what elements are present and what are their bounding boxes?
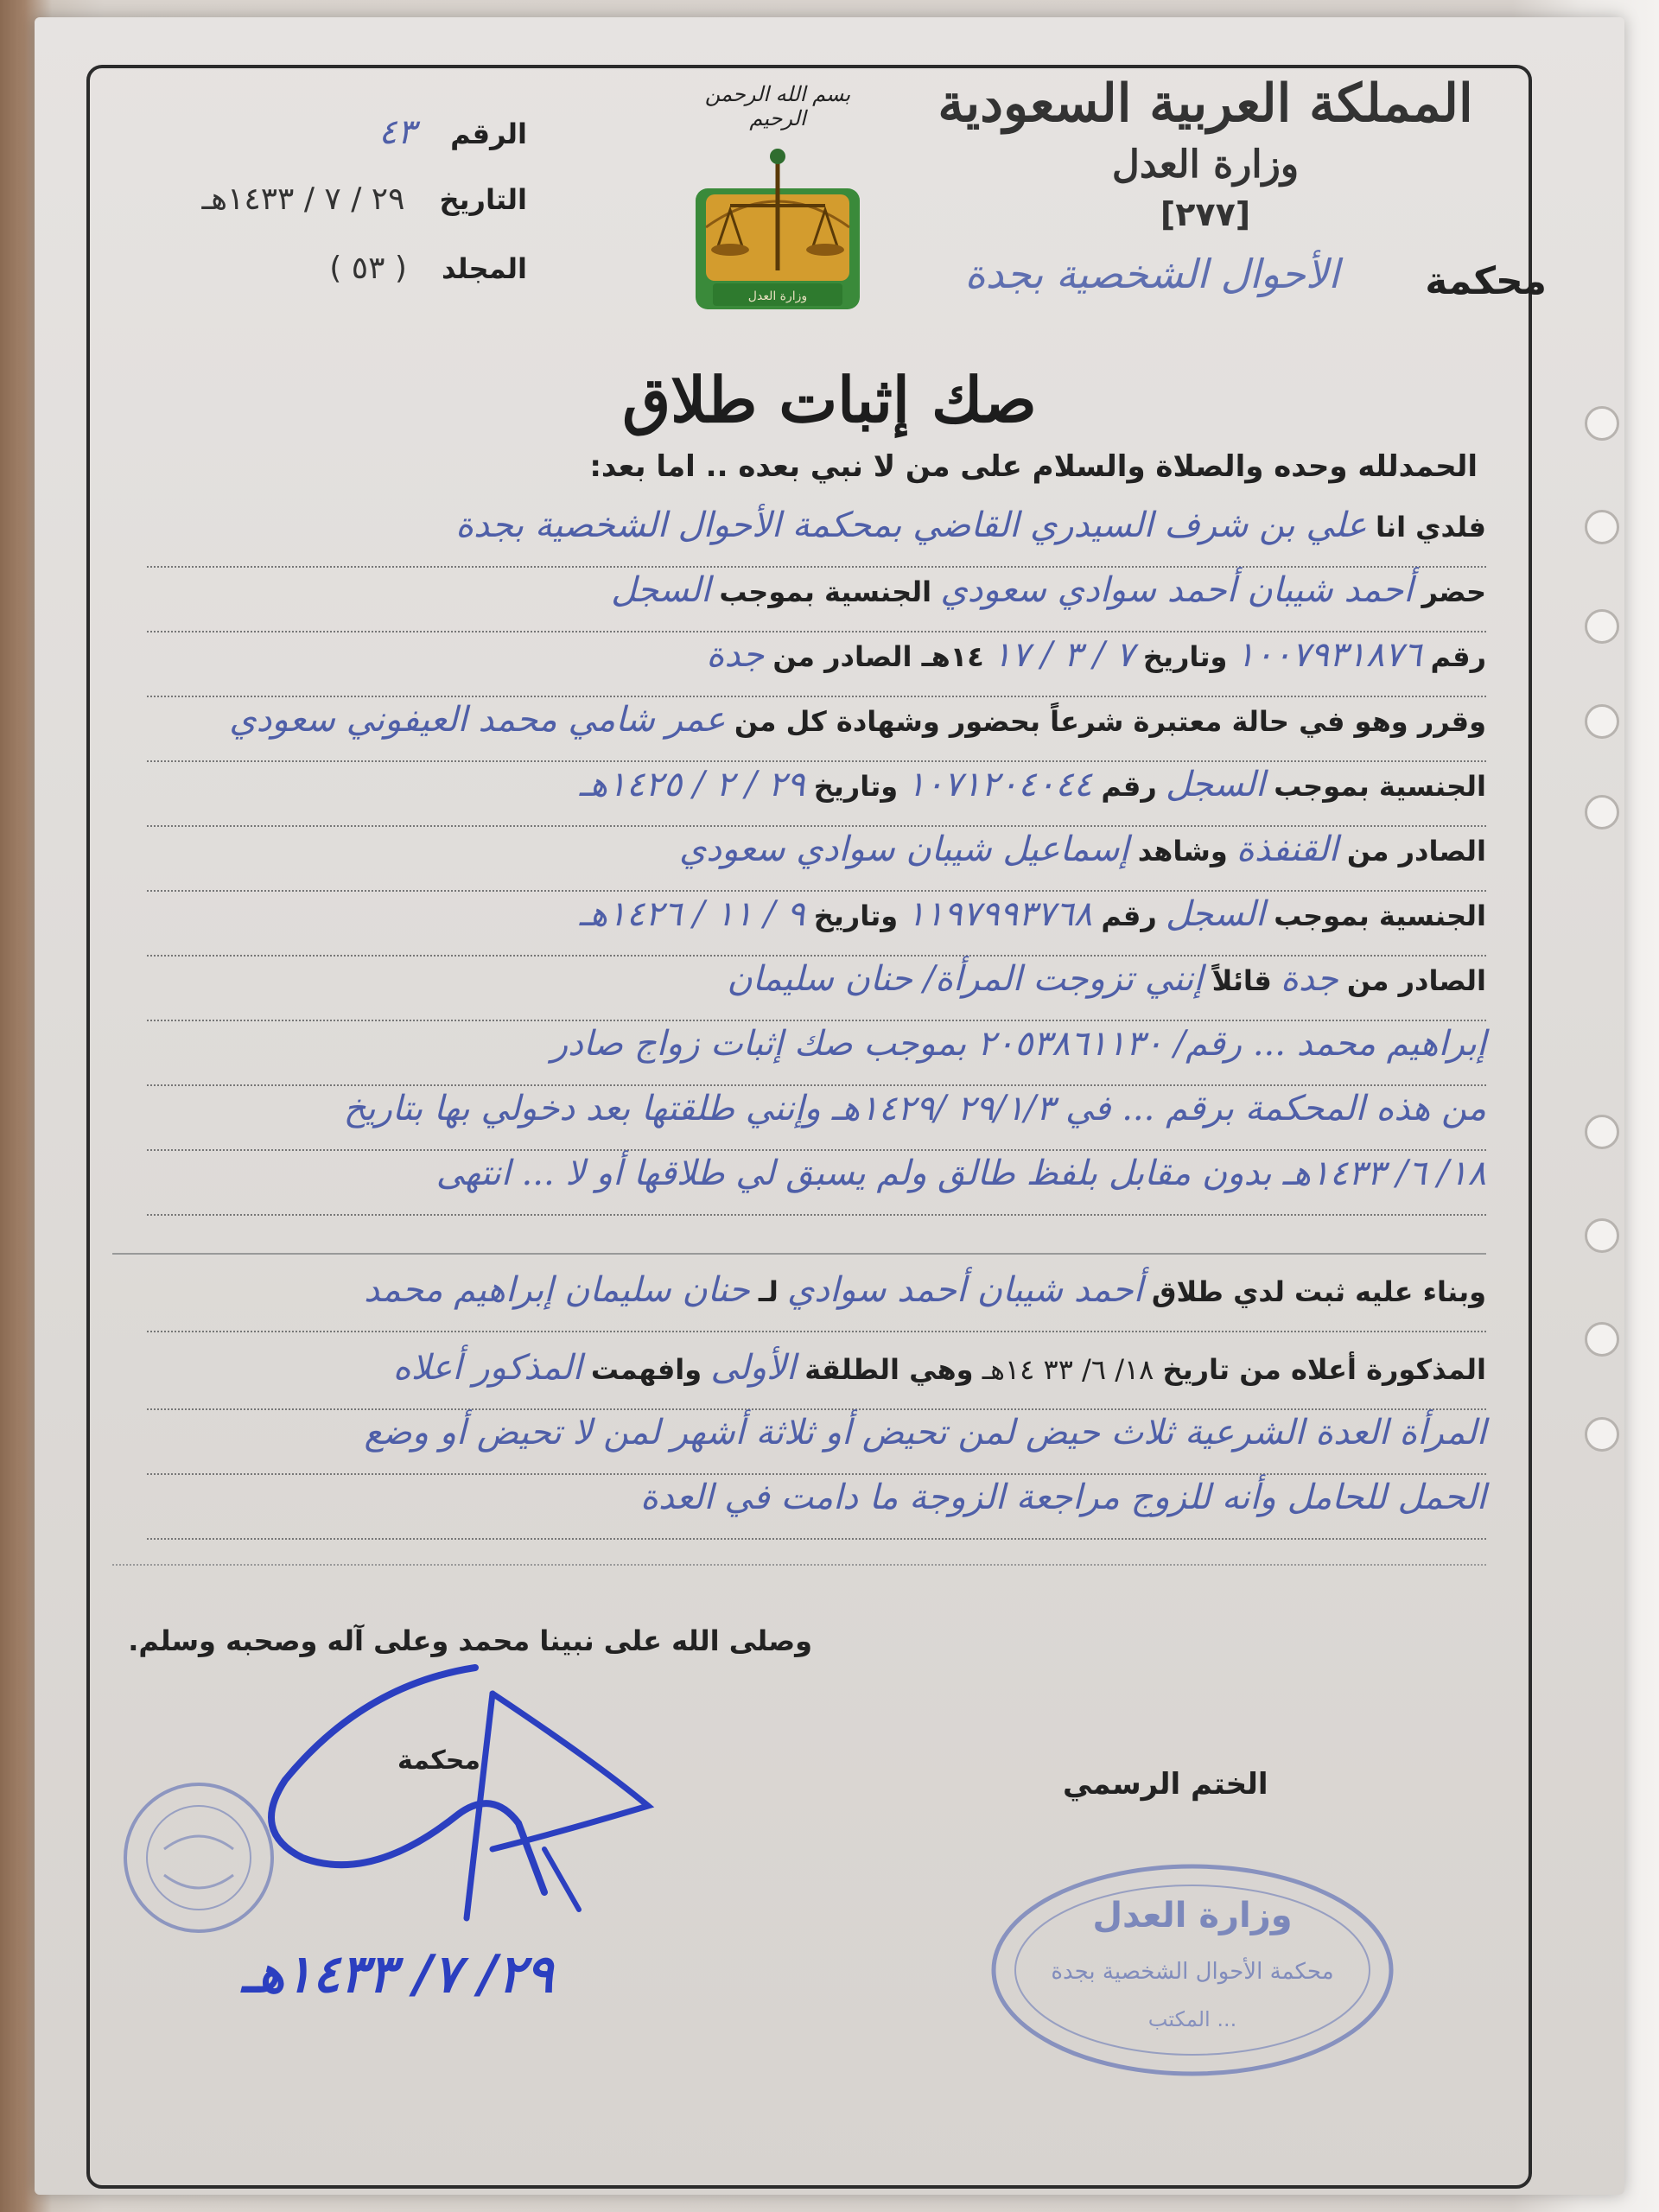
handwritten-entry: إبراهيم محمد ... رقم/ ٢٠٥٣٨٦١١٣٠ بموجب صك إثبات زواج صادر (550, 1024, 1486, 1064)
handwritten-entry: القنفذة (1236, 830, 1338, 869)
body-line (147, 894, 1486, 957)
court-label: محكمة (1425, 259, 1547, 303)
number-value: ٤٣ (378, 112, 416, 152)
body-line (147, 830, 1486, 892)
stamp-line-2: محكمة الأحوال الشخصية بجدة (1051, 1959, 1334, 1985)
body-line (147, 1024, 1486, 1086)
line-label: المذكورة أعلاه من تاريخ (1162, 1353, 1486, 1386)
handwritten-entry: أحمد شيبان أحمد سوادي سعودي (940, 570, 1414, 610)
handwritten-entry: حنان سليمان إبراهيم محمد (364, 1270, 750, 1310)
line-label: وشاهد (1137, 835, 1228, 868)
document-title: صك إثبات طلاق (622, 363, 1037, 436)
ruling-line (147, 1348, 1486, 1410)
handwritten-entry: ١٠٧١٢٠٤٠٤٤ (906, 765, 1093, 804)
line-label: رقم (1101, 899, 1157, 932)
handwritten-entry: ١٠٠٧٩٣١٨٧٦ (1236, 635, 1422, 675)
kingdom-title: المملكة العربية السعودية (938, 73, 1473, 134)
body-line (147, 1089, 1486, 1151)
reference-block (181, 112, 527, 320)
binder-hole (1585, 1322, 1619, 1357)
body-line (147, 505, 1486, 568)
binder-hole (1585, 510, 1619, 544)
judge-signature-icon (233, 1633, 717, 1996)
line-label: وتاريخ (813, 770, 899, 803)
handwritten-entry: الحمل للحامل وأنه للزوج مراجعة الزوجة ما دامت في العدة (640, 1478, 1486, 1517)
handwritten-entry: السجل (1165, 894, 1266, 934)
official-oval-stamp-icon (985, 1858, 1400, 2082)
line-label: وافهمت (590, 1353, 702, 1386)
handwritten-entry: إسماعيل شيبان سوادي سعودي (678, 830, 1129, 869)
form-code: [٢٧٧] (1160, 195, 1251, 233)
handwritten-entry: ١١٩٧٩٩٣٧٦٨ (906, 894, 1093, 934)
line-label: الجنسية بموجب (1274, 899, 1486, 932)
handwritten-entry: علي بن شرف السيدري القاضي بمحكمة الأحوال الشخصية بجدة (455, 505, 1367, 545)
emblem-caption: وزارة العدل (747, 289, 808, 303)
scales-emblem-icon (687, 141, 868, 314)
handwritten-entry: المذكور أعلاه (392, 1348, 582, 1388)
official-seal-label: الختم الرسمي (1063, 1767, 1268, 1802)
signature-date-handwritten: ٢٩/ ٧/ ١٤٣٣هـ (242, 1944, 554, 2005)
line-label: رقم (1430, 640, 1486, 673)
ruling-date: ١٨/ ٦/ ٣٣ ١٤هـ (982, 1353, 1154, 1386)
line-label: فلدي انا (1376, 511, 1486, 543)
handwritten-entry: ٩ / ١١ / ١٤٢٦هـ (579, 894, 805, 934)
number-label: الرقم (450, 118, 527, 150)
body-line (147, 1154, 1486, 1216)
judge-signature-label: محكمة (397, 1745, 480, 1776)
ruling-line (147, 1478, 1486, 1540)
line-label: الصادر من (1346, 964, 1486, 997)
body-line (147, 765, 1486, 827)
handwritten-entry: من هذه المحكمة برقم ... في ٢٩/١/٣ /١٤٢٩هـ وإنني طلقتها بعد دخولي بها بتاريخ (343, 1089, 1486, 1128)
body-line (147, 635, 1486, 697)
date-label: التاريخ (439, 183, 527, 216)
binder-hole (1585, 1417, 1619, 1452)
ruling-line (147, 1413, 1486, 1475)
basmala: بسم الله الرحمن الرحيم (704, 82, 851, 130)
body-line (147, 700, 1486, 762)
line-label: رقم (1101, 770, 1157, 803)
divider (112, 1564, 1486, 1566)
line-label: حضر (1421, 575, 1486, 608)
volume-label: المجلد (441, 252, 527, 285)
line-label: وقرر وهو في حالة معتبرة شرعاً بحضور وشهادة كل من (734, 705, 1486, 738)
line-label: ١٤هـ الصادر من (772, 640, 984, 673)
intro-text: الحمدلله وحده والصلاة والسلام على من لا نبي بعده .. اما بعد: (589, 449, 1478, 484)
binder-hole (1585, 1218, 1619, 1253)
letterhead (925, 73, 1486, 233)
stamp-line-1: وزارة العدل (1092, 1896, 1293, 1936)
closing-prayer: وصلى الله على نبينا محمد وعلى آله وصحبه وسلم. (128, 1624, 812, 1657)
court-name-handwritten: الأحوال الشخصية بجدة (964, 251, 1339, 297)
handwritten-entry: جدة (1281, 959, 1338, 999)
line-label: وبناء عليه ثبت لدي طلاق (1151, 1275, 1486, 1308)
line-label: وهي الطلقة (804, 1353, 974, 1386)
line-label: الصادر من (1346, 835, 1486, 868)
line-label: وتاريخ (813, 899, 899, 932)
binder-hole (1585, 1115, 1619, 1149)
handwritten-entry: السجل (611, 570, 711, 610)
ruling-line (147, 1270, 1486, 1332)
handwritten-entry: جدة (706, 635, 765, 675)
reference-date-row (181, 181, 527, 251)
line-label: الجنسية بموجب (1274, 770, 1486, 803)
handwritten-entry: الأولى (710, 1348, 797, 1388)
stamp-line-3: المكتب ... (1147, 2007, 1237, 2031)
divider (112, 1253, 1486, 1255)
date-value: ٢٩ / ٧ / ١٤٣٣هـ (201, 181, 405, 217)
handwritten-entry: ١٨/ ٦/ ١٤٣٣هـ بدون مقابل بلفظ طالق ولم يسبق لي طلاقها أو لا ... انتهى (435, 1154, 1486, 1193)
handwritten-entry: ٢٩ / ٢ / ١٤٢٥هـ (579, 765, 805, 804)
handwritten-entry: عمر شامي محمد العيفوني سعودي (229, 700, 726, 740)
binder-hole (1585, 704, 1619, 739)
binder-hole (1585, 609, 1619, 644)
ministry-title: وزارة العدل (1111, 143, 1300, 187)
body-line (147, 570, 1486, 632)
handwritten-entry: السجل (1165, 765, 1266, 804)
binder-hole (1585, 795, 1619, 830)
handwritten-entry: المرأة العدة الشرعية ثلاث حيض لمن تحيض أو ثلاثة أشهر لمن لا تحيض أو وضع (364, 1413, 1486, 1452)
line-label: وتاريخ (1142, 640, 1228, 673)
line-label: لـ (758, 1275, 779, 1308)
line-label: قائلاً (1211, 964, 1272, 997)
reference-number-row (181, 112, 527, 181)
handwritten-entry: إنني تزوجت المرأة/ حنان سليمان (727, 959, 1204, 999)
ministry-emblem (674, 82, 881, 317)
handwritten-entry: أحمد شيبان أحمد سوادي (787, 1270, 1143, 1310)
reference-volume-row (181, 251, 527, 320)
binder-holes (1573, 0, 1624, 2212)
handwritten-entry: ٧ / ٣ / ١٧ (993, 635, 1135, 675)
volume-value: ( ٥٣ ) (329, 251, 407, 286)
body-line (147, 959, 1486, 1021)
line-label: الجنسية بموجب (719, 575, 932, 608)
